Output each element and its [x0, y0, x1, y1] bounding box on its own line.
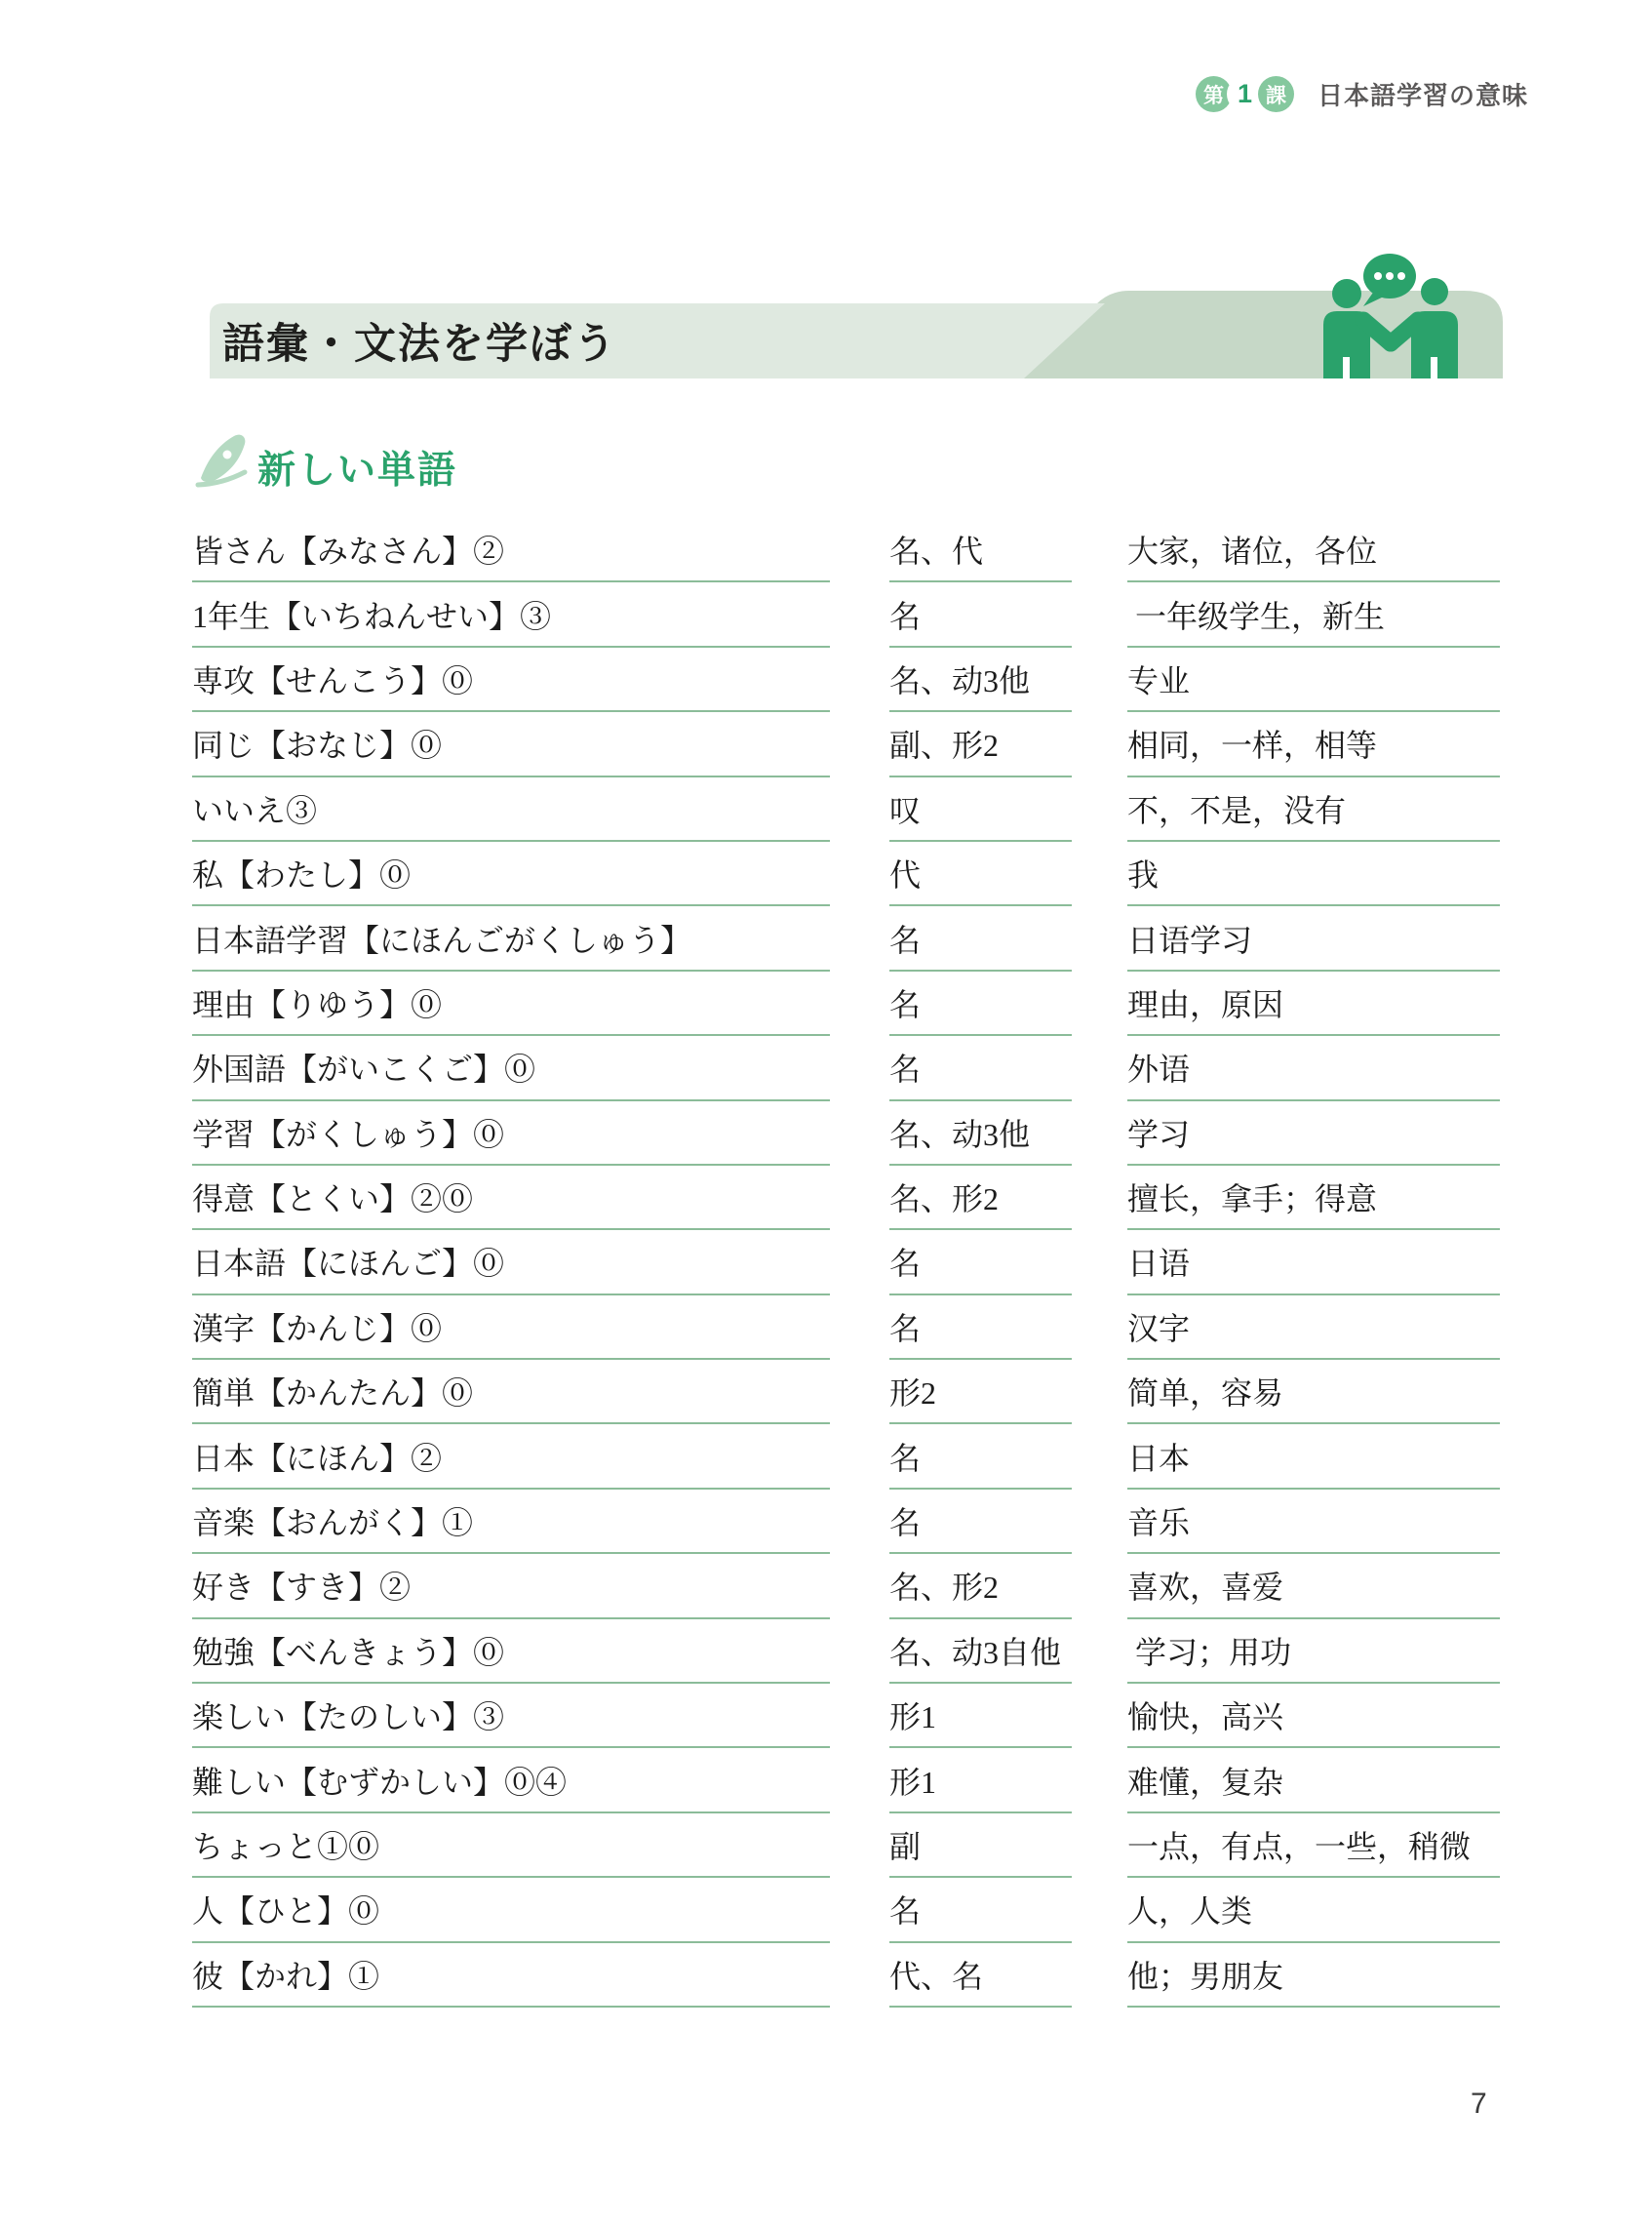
part-of-speech: 名: [889, 1424, 1072, 1489]
vocab-row: [192, 972, 1500, 1036]
part-of-speech: 形1: [889, 1684, 1072, 1748]
word-japanese: いいえ③: [192, 777, 830, 842]
part-of-speech: 代、名: [889, 1943, 1072, 2008]
meaning-chinese: 一点，有点，一些，稍微: [1127, 1813, 1500, 1878]
meaning-chinese: 不，不是，没有: [1127, 777, 1500, 842]
vocab-row: [192, 518, 1500, 582]
meaning-chinese: 喜欢，喜爱: [1127, 1554, 1500, 1618]
meaning-chinese: 理由，原因: [1127, 972, 1500, 1036]
chapter-title: 日本語学習の意味: [1318, 81, 1529, 110]
word-japanese: 日本語学習【にほんごがくしゅう】: [192, 906, 830, 971]
meaning-chinese: 简单，容易: [1127, 1360, 1500, 1424]
vocab-row: [192, 842, 1500, 906]
vocab-row: [192, 1166, 1500, 1230]
part-of-speech: 名: [889, 906, 1072, 971]
meaning-chinese: 他；男朋友: [1127, 1943, 1500, 2008]
part-of-speech: 名、形2: [889, 1166, 1072, 1230]
word-japanese: 彼【かれ】①: [192, 1943, 830, 2008]
part-of-speech: 名、动3他: [889, 1101, 1072, 1166]
meaning-chinese: 日语学习: [1127, 906, 1500, 971]
part-of-speech: 形2: [889, 1360, 1072, 1424]
part-of-speech: 名: [889, 1230, 1072, 1294]
vocab-row: [192, 1943, 1500, 2008]
part-of-speech: 名、代: [889, 518, 1072, 582]
word-japanese: 好き【すき】②: [192, 1554, 830, 1618]
meaning-chinese: 学习；用功: [1127, 1619, 1500, 1684]
word-japanese: 学習【がくしゅう】⓪: [192, 1101, 830, 1166]
meaning-chinese: 一年级学生，新生: [1127, 582, 1500, 647]
vocab-row: [192, 1684, 1500, 1748]
word-japanese: 人【ひと】⓪: [192, 1878, 830, 1942]
pen-nib-icon: [198, 435, 245, 485]
part-of-speech: 名: [889, 1490, 1072, 1554]
part-of-speech: 名: [889, 1295, 1072, 1360]
vocab-row: [192, 1036, 1500, 1100]
part-of-speech: 名、动3自他: [889, 1619, 1072, 1684]
part-of-speech: 形1: [889, 1748, 1072, 1812]
part-of-speech: 代: [889, 842, 1072, 906]
meaning-chinese: 外语: [1127, 1036, 1500, 1100]
page-number: 7: [1471, 2088, 1487, 2120]
vocab-row: [192, 648, 1500, 712]
vocab-row: [192, 582, 1500, 647]
part-of-speech: 名: [889, 1878, 1072, 1942]
word-japanese: 得意【とくい】②⓪: [192, 1166, 830, 1230]
part-of-speech: 名、动3他: [889, 648, 1072, 712]
meaning-chinese: 专业: [1127, 648, 1500, 712]
word-japanese: 日本【にほん】②: [192, 1424, 830, 1489]
word-japanese: 専攻【せんこう】⓪: [192, 648, 830, 712]
word-japanese: 勉強【べんきょう】⓪: [192, 1619, 830, 1684]
part-of-speech: 名、形2: [889, 1554, 1072, 1618]
chapter-badge-last: 課: [1258, 76, 1294, 112]
vocab-row: [192, 1554, 1500, 1618]
vocab-row: [192, 777, 1500, 842]
chapter-badge-first: 第: [1196, 76, 1232, 112]
chapter-header: [1196, 76, 1528, 112]
meaning-chinese: 学习: [1127, 1101, 1500, 1166]
word-japanese: 簡単【かんたん】⓪: [192, 1360, 830, 1424]
word-japanese: 同じ【おなじ】⓪: [192, 712, 830, 776]
vocab-row: [192, 1748, 1500, 1812]
meaning-chinese: 音乐: [1127, 1490, 1500, 1554]
meaning-chinese: 擅长，拿手；得意: [1127, 1166, 1500, 1230]
word-japanese: 皆さん【みなさん】②: [192, 518, 830, 582]
part-of-speech: 名: [889, 972, 1072, 1036]
vocab-row: [192, 1490, 1500, 1554]
part-of-speech: 名: [889, 582, 1072, 647]
part-of-speech: 名: [889, 1036, 1072, 1100]
meaning-chinese: 人，人类: [1127, 1878, 1500, 1942]
chapter-badge-number: 1: [1227, 76, 1263, 112]
vocab-row: [192, 1813, 1500, 1878]
meaning-chinese: 大家，诸位，各位: [1127, 518, 1500, 582]
meaning-chinese: 汉字: [1127, 1295, 1500, 1360]
vocab-row: [192, 1424, 1500, 1489]
vocab-row: [192, 712, 1500, 776]
part-of-speech: 副、形2: [889, 712, 1072, 776]
banner-title: 語彙・文法を学ぼう: [222, 321, 617, 368]
meaning-chinese: 愉快，高兴: [1127, 1684, 1500, 1748]
part-of-speech: 副: [889, 1813, 1072, 1878]
vocab-row: [192, 906, 1500, 971]
vocab-row: [192, 1878, 1500, 1942]
meaning-chinese: 日本: [1127, 1424, 1500, 1489]
word-japanese: 楽しい【たのしい】③: [192, 1684, 830, 1748]
vocab-table: [192, 518, 1500, 2008]
meaning-chinese: 相同，一样，相等: [1127, 712, 1500, 776]
meaning-chinese: 我: [1127, 842, 1500, 906]
vocab-row: [192, 1619, 1500, 1684]
vocab-row: [192, 1230, 1500, 1294]
word-japanese: 難しい【むずかしい】⓪④: [192, 1748, 830, 1812]
word-japanese: ちょっと①⓪: [192, 1813, 830, 1878]
vocab-row: [192, 1295, 1500, 1360]
meaning-chinese: 日语: [1127, 1230, 1500, 1294]
vocab-row: [192, 1360, 1500, 1424]
word-japanese: 1年生【いちねんせい】③: [192, 582, 830, 647]
meaning-chinese: 难懂，复杂: [1127, 1748, 1500, 1812]
chapter-badge: [1196, 76, 1294, 112]
word-japanese: 理由【りゆう】⓪: [192, 972, 830, 1036]
word-japanese: 日本語【にほんご】⓪: [192, 1230, 830, 1294]
word-japanese: 外国語【がいこくご】⓪: [192, 1036, 830, 1100]
section-title: 新しい単語: [257, 450, 458, 492]
word-japanese: 音楽【おんがく】①: [192, 1490, 830, 1554]
word-japanese: 私【わたし】⓪: [192, 842, 830, 906]
vocab-row: [192, 1101, 1500, 1166]
word-japanese: 漢字【かんじ】⓪: [192, 1295, 830, 1360]
part-of-speech: 叹: [889, 777, 1072, 842]
